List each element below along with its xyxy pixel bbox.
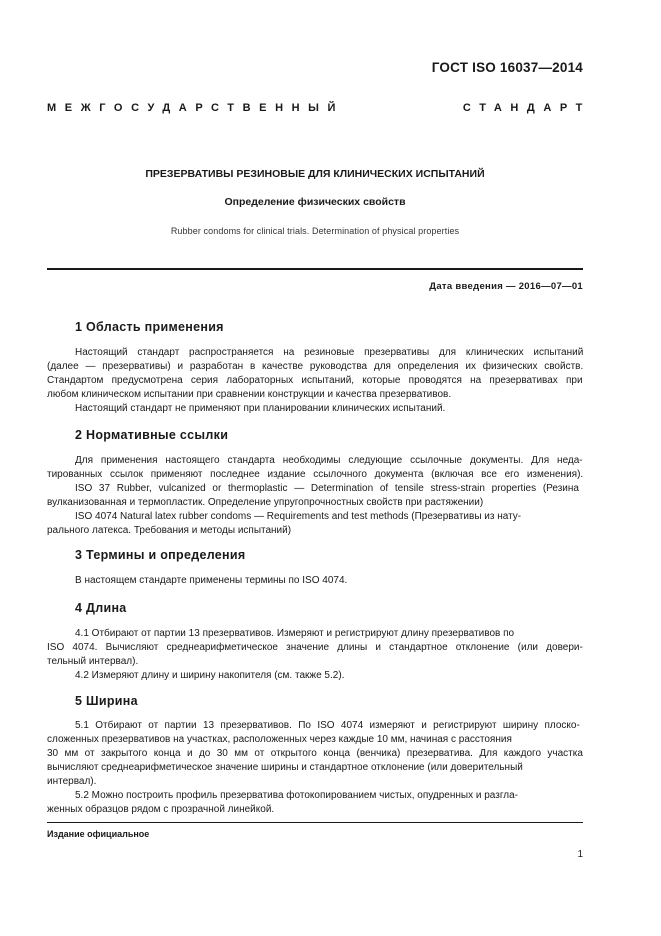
section-heading-references: 2 Нормативные ссылки [75,428,229,442]
header-divider [47,268,583,270]
standard-banner [47,102,591,114]
official-edition-label: Издание официальное [47,829,150,839]
paragraph-line: 4.2 Измеряют длину и ширину накопителя (см. также 5.2). [75,670,345,681]
paragraph-line: 5.1 Отбирают от партии 13 презервативов. По ISO 4074 измеряют и регистрируют ширину плоско- [75,720,580,731]
banner-interstate: МЕЖГОСУДАРСТВЕННЫЙ [47,102,345,114]
banner-standard: СТАНДАРТ [462,102,591,114]
paragraph-line: вулканизованная и термопластик. Определение упругопрочностных свойств при растяжении) [47,497,484,508]
section-heading-width: 5 Ширина [75,694,138,708]
footer-divider [47,822,583,823]
paragraph-line: 30 мм от закрытого конца и до 30 мм от открытого конца (венчика) презерватива. Для каждого участка [47,748,583,759]
paragraph-line: женных образцов рядом с прозрачной линейкой. [47,804,275,815]
section-heading-scope: 1 Область применения [75,320,224,334]
paragraph-line: 4.1 Отбирают от партии 13 презервативов. Измеряют и регистрируют длину презервативов по [75,628,515,639]
paragraph-line: В настоящем стандарте применены термины по ISO 4074. [75,575,348,586]
paragraph-line: рального латекса. Требования и методы испытаний) [47,525,292,536]
document-subtitle: Определение физических свойств [224,196,406,208]
paragraph-line: вычисляют среднеарифметическое значение ширины и стандартное отклонение (или доверительный [47,762,523,773]
paragraph-line: тированных ссылок применяют последнее издание ссылочного документа (включая все его изменения). [47,469,584,480]
standard-code: ГОСТ ISO 16037—2014 [431,60,583,75]
paragraph-line: любом клиническом испытании при сравнении конструкции и качества презервативов. [47,389,452,400]
paragraph-line: интервал). [47,776,97,787]
paragraph-line: (далее — презервативы) и разработан в качестве руководства для определения их физических свойств. [47,361,584,372]
paragraph-line: ISO 4074 Natural latex rubber condoms — Requirements and test methods (Презервативы из нату- [75,511,522,522]
paragraph-line: ISO 4074. Вычисляют среднеарифметическое значение длины и стандартное отклонение (или довери- [47,642,583,653]
paragraph-line: Настоящий стандарт не применяют при планировании клинических испытаний. [75,403,446,414]
paragraph-line: Настоящий стандарт распространяется на резиновые презервативы для клинических испытаний [75,347,584,358]
page-number: 1 [577,849,583,860]
paragraph-line: ISO 37 Rubber, vulcanized or thermoplastic — Determination of tensile stress-strain properties (Резина [75,483,579,494]
document-title-english: Rubber condoms for clinical trials. Determination of physical properties [170,226,460,236]
paragraph-line: Стандартом предусмотрена серия лабораторных испытаний, которые проводятся на презервативах при [47,375,583,386]
document-title: ПРЕЗЕРВАТИВЫ РЕЗИНОВЫЕ ДЛЯ КЛИНИЧЕСКИХ ИСПЫТАНИЙ [145,168,485,180]
paragraph-line: 5.2 Можно построить профиль презерватива фотокопированием чистых, опудренных и разгла- [75,790,518,801]
section-heading-terms: 3 Термины и определения [75,548,246,562]
effective-date: Дата введения — 2016—07—01 [429,281,583,292]
section-heading-length: 4 Длина [75,601,127,615]
paragraph-line: Для применения настоящего стандарта необходимы следующие ссылочные документы. Для неда- [75,455,583,466]
paragraph-line: тельный интервал). [47,656,139,667]
paragraph-line: сложенных презервативов на участках, расположенных через каждые 10 мм, начиная с расстояния [47,734,512,745]
